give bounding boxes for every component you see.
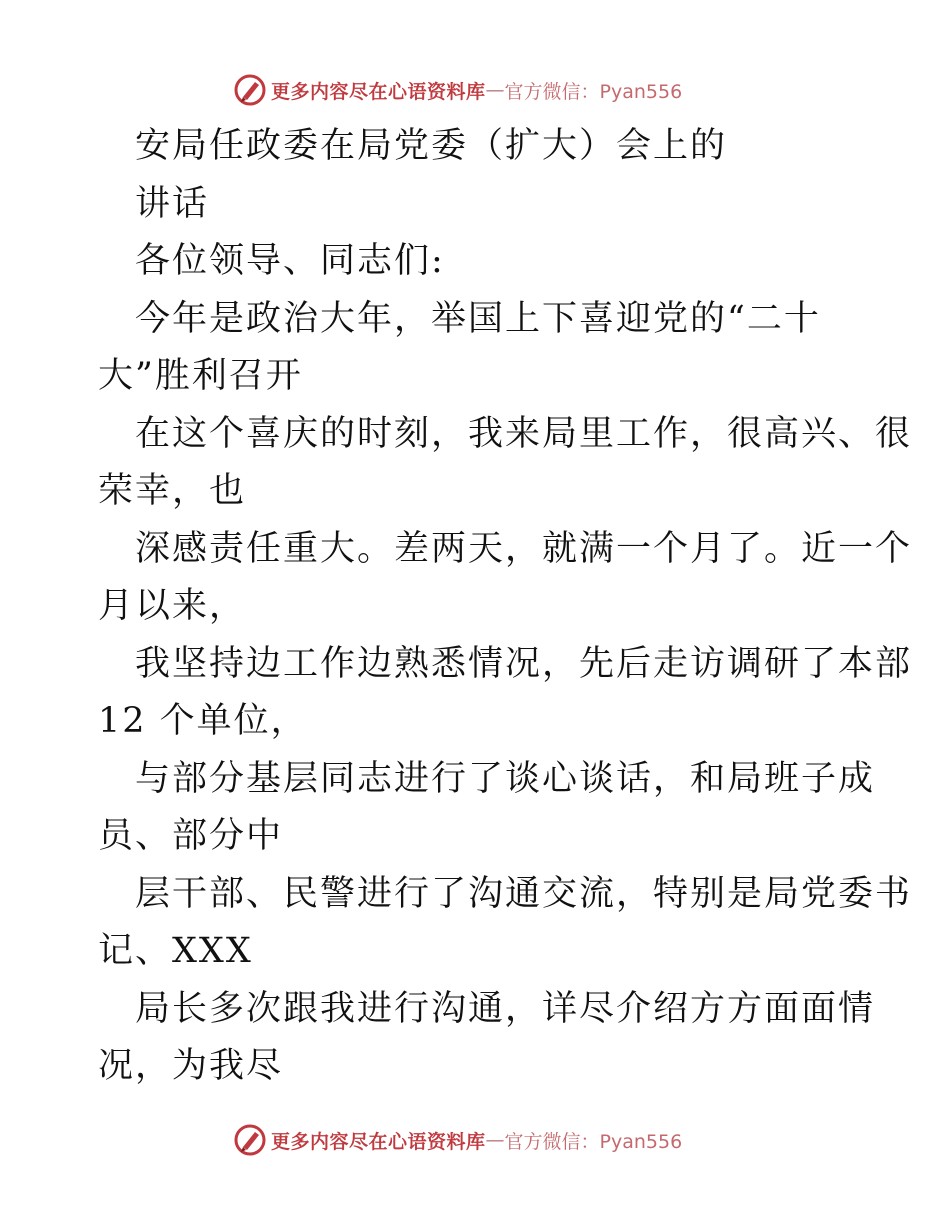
paragraph-line: 与部分基层同志进行了谈心谈话，和局班子成 bbox=[135, 758, 876, 799]
paragraph-line: 层干部、民警进行了沟通交流，特别是局党委书 bbox=[135, 873, 913, 914]
paragraph-line: 月以来， bbox=[98, 586, 247, 626]
salutation: 各位领导、同志们: bbox=[135, 241, 445, 281]
paragraph-line: 况，为我尽 bbox=[98, 1046, 284, 1086]
paragraph-line: 大”胜利召开 bbox=[98, 356, 303, 396]
watermark-text: 更多内容尽在心语资料库 bbox=[271, 80, 486, 103]
paragraph-line: 在这个喜庆的时刻，我来局里工作，很高兴、很 bbox=[135, 413, 913, 454]
document-body bbox=[98, 118, 913, 1096]
watermark-banner-top bbox=[233, 72, 682, 108]
paragraph-line: 局长多次跟我进行沟通，详尽介绍方方面面情 bbox=[135, 988, 876, 1029]
watermark-banner-bottom bbox=[233, 1122, 682, 1158]
watermark-dash: — bbox=[485, 1129, 505, 1151]
paragraph-line: 今年是政治大年，举国上下喜迎党的“二十 bbox=[135, 298, 821, 339]
paragraph-line: 12 个单位， bbox=[98, 701, 308, 741]
watermark-text: 更多内容尽在心语资料库 bbox=[271, 1130, 486, 1153]
watermark-contact: 官方微信：Pyan556 bbox=[504, 1130, 683, 1153]
pen-circle-logo-icon bbox=[233, 1123, 267, 1157]
paragraph-line: 员、部分中 bbox=[98, 816, 284, 856]
pen-circle-logo-icon bbox=[233, 73, 267, 107]
title-line-1: 安局任政委在局党委（扩大）会上的 bbox=[135, 126, 728, 166]
paragraph-line: 我坚持边工作边熟悉情况，先后走访调研了本部 bbox=[135, 643, 913, 684]
watermark-contact: 官方微信：Pyan556 bbox=[504, 80, 683, 103]
paragraph-line: 荣幸，也 bbox=[98, 471, 247, 511]
watermark-dash: — bbox=[485, 79, 505, 101]
paragraph-line: 深感责任重大。差两天，就满一个月了。近一个 bbox=[135, 528, 913, 569]
title-line-2: 讲话 bbox=[135, 183, 210, 224]
paragraph-line: 记、XXX bbox=[98, 931, 253, 971]
